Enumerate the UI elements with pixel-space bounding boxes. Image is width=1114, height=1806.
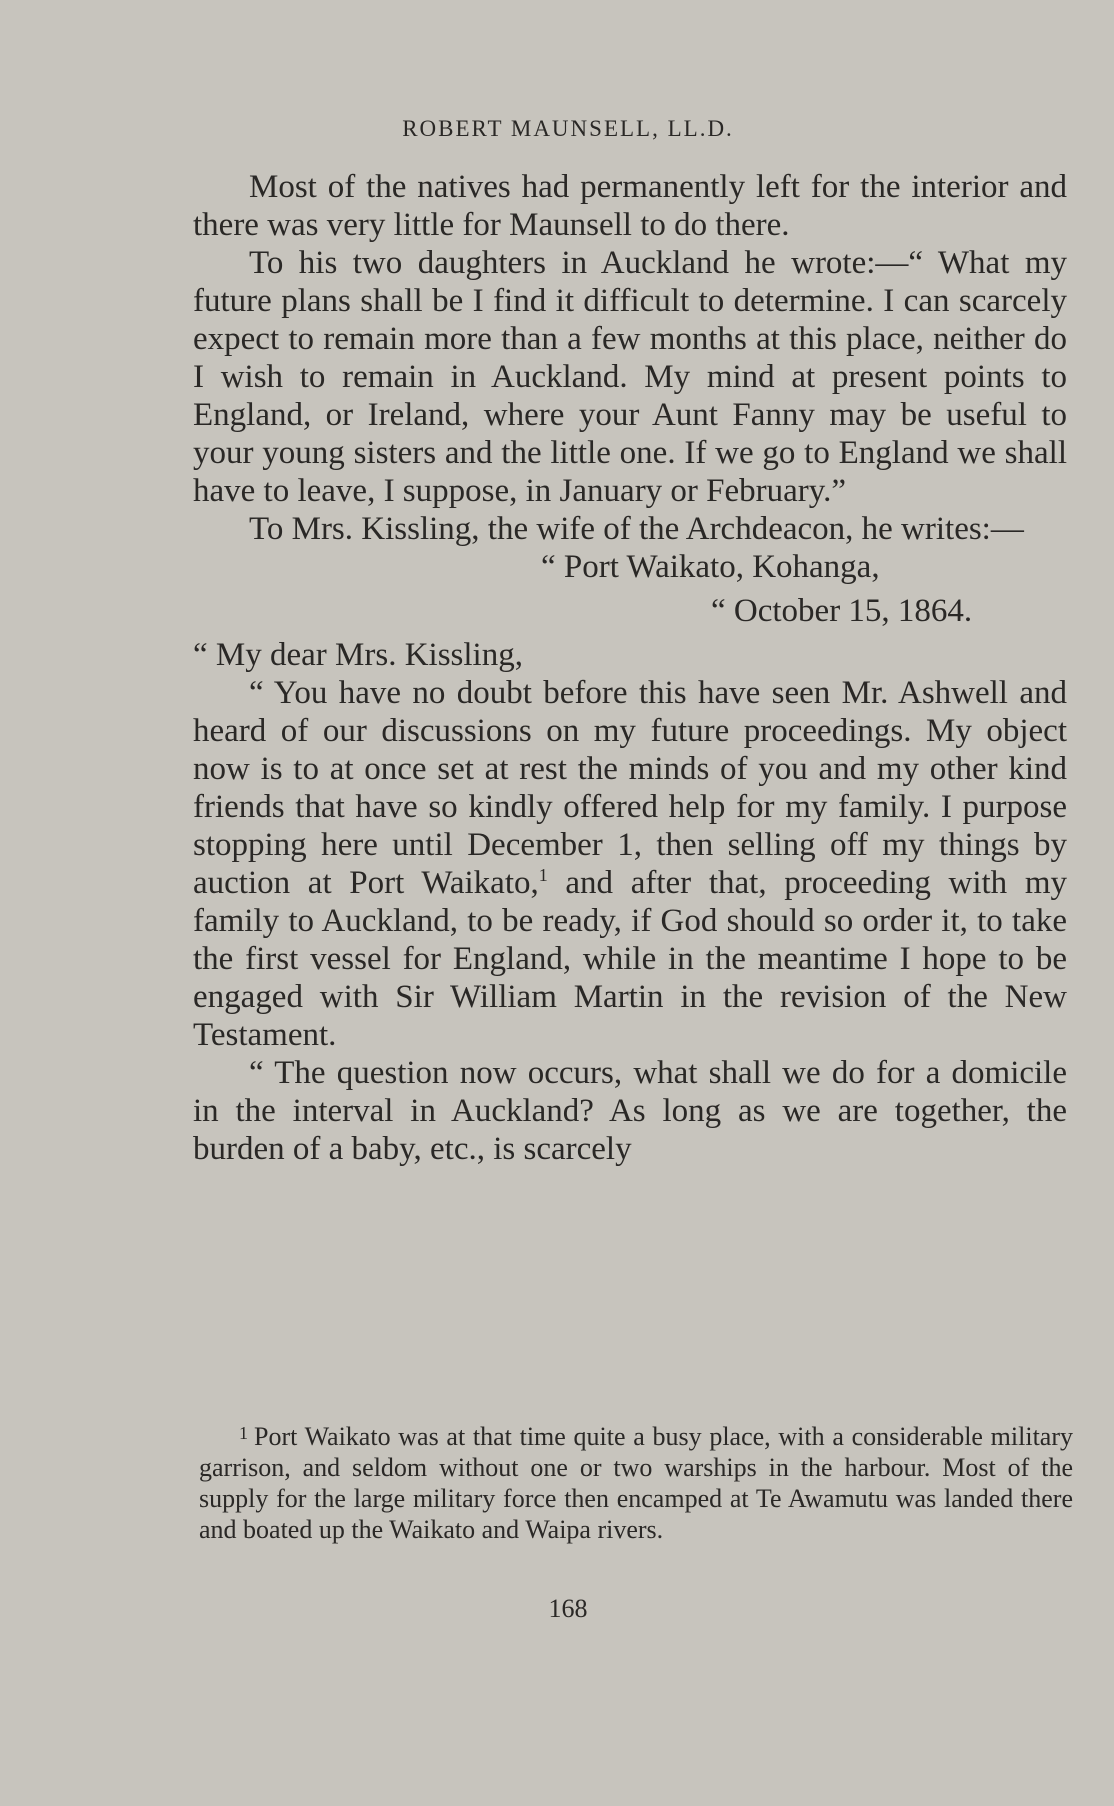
footnote-text: Port Waikato was at that time quite a busy place, with a considerable military garrison, and seldom without one or two warships in the harbour. Most of the supply for the large military force then encamped at Te Awamutu was landed there and boated up the Waikato and Waipa rivers. (199, 1422, 1073, 1544)
page-number: 168 (548, 1594, 588, 1623)
running-header: ROBERT MAUNSELL, LL.D. (402, 116, 734, 141)
footnote-marker: 1 (239, 1423, 248, 1443)
footnote-reference[interactable]: 1 (538, 865, 548, 885)
paragraph-2: To his two daughters in Auckland he wrote:—“ What my future plans shall be I find it difficult to determine. I can scarcely expect to remain more than a few months at this place, neither do I wish to remain in Auckland. My mind at present points to England, or Ireland, where your Aunt Fanny may be useful to your young sisters and the little one. If we go to England we shall have to leave, I suppose, in January or February.” (193, 245, 1067, 509)
paragraph-4-part-b: and after that, proceeding with my family to Auckland, to be ready, if God should so order it, to take the first vessel for England, while in the meantime I hope to be engaged with Sir William Martin in the revision of the New Testament. (193, 865, 1067, 1053)
letter-dateline-place: “ Port Waikato, Kohanga, (541, 549, 880, 585)
paragraph-4 (193, 674, 1067, 1054)
paragraph-1: Most of the natives had permanently left for the interior and there was very little for Maunsell to do there. (193, 169, 1067, 243)
letter-salutation: “ My dear Mrs. Kissling, (193, 637, 523, 673)
body-text (193, 168, 1067, 1168)
paragraph-4-part-a: “ You have no doubt before this have seen Mr. Ashwell and heard of our discussions on my future proceedings. My object now is to at once set at rest the minds of you and my other kind friends that have so kindly offered help for my family. I purpose stopping here until December 1, then selling off my things by auction at Port Waikato, (193, 675, 1067, 901)
paragraph-5: “ The question now occurs, what shall we do for a domicile in the interval in Auckland? As long as we are together, the burden of a baby, etc., is scarcely (193, 1055, 1067, 1167)
paragraph-3: To Mrs. Kissling, the wife of the Archdeacon, he writes:— (249, 511, 1024, 547)
footnote (199, 1418, 1073, 1545)
letter-dateline-date: “ October 15, 1864. (711, 593, 973, 629)
